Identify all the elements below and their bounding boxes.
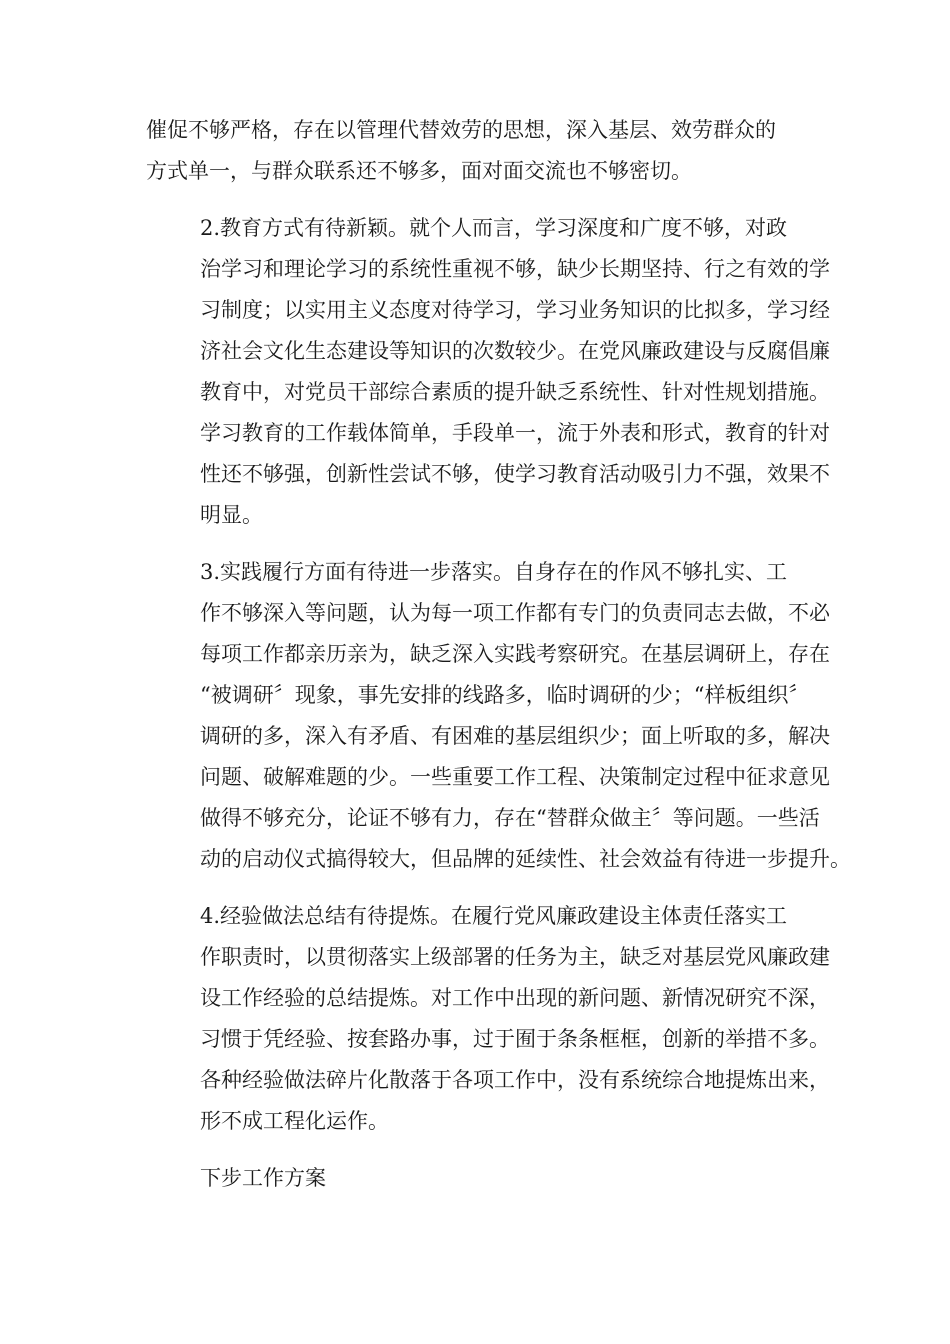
document-body [146, 110, 851, 1215]
text-line: 习惯于凭经验、按套路办事，过于囿于条条框框，创新的举措不多。 [200, 1027, 830, 1051]
text-line: 治学习和理论学习的系统性重视不够，缺少长期坚持、行之有效的学 [200, 257, 830, 281]
text-line: 作职责时，以贯彻落实上级部署的任务为主，缺乏对基层党风廉政建 [200, 945, 830, 969]
text-line: 问题、破解难题的少。一些重要工作工程、决策制定过程中征求意见 [200, 765, 830, 789]
text-line: 做得不够充分，论证不够有力，存在“替群众做主〞等问题。一些活 [200, 806, 820, 830]
text-line: 各种经验做法碎片化散落于各项工作中，没有系统综合地提炼出来， [200, 1068, 830, 1092]
text-line: 3.实践履行方面有待进一步落实。自身存在的作风不够扎实、工 [200, 560, 788, 584]
text-line: 性还不够强，创新性尝试不够，使学习教育活动吸引力不强，效果不 [200, 462, 830, 486]
text-line: 4.经验做法总结有待提炼。在履行党风廉政建设主体责任落实工 [200, 904, 788, 928]
text-line: 教育中，对党员干部综合素质的提升缺乏系统性、针对性规划措施。 [200, 380, 830, 404]
paragraph-practice [146, 552, 851, 880]
text-line: 2.教育方式有待新颖。就个人而言，学习深度和广度不够，对政 [200, 216, 788, 240]
text-line: 设工作经验的总结提炼。对工作中出现的新问题、新情况研究不深， [200, 986, 830, 1010]
text-line: 动的启动仪式搞得较大，但品牌的延续性、社会效益有待进一步提升。 [200, 847, 851, 871]
paragraph-education-method [146, 208, 830, 536]
paragraph-experience [146, 896, 830, 1142]
text-line: 作不够深入等问题，认为每一项工作都有专门的负责同志去做，不必 [200, 601, 830, 625]
text-line: “被调研〞现象，事先安排的线路多，临时调研的少；“样板组织〞 [200, 683, 810, 707]
section-heading: 下步工作方案 [200, 1166, 326, 1190]
paragraph-continuation [146, 110, 810, 192]
text-line: 每项工作都亲历亲为，缺乏深入实践考察研究。在基层调研上，存在 [200, 642, 830, 666]
text-line: 调研的多，深入有矛盾、有困难的基层组织少；面上听取的多，解决 [200, 724, 830, 748]
text-line: 形不成工程化运作。 [200, 1109, 389, 1133]
text-line: 催促不够严格，存在以管理代替效劳的思想，深入基层、效劳群众的 [146, 118, 776, 142]
text-line: 习制度；以实用主义态度对待学习，学习业务知识的比拟多，学习经 [200, 298, 830, 322]
text-line: 明显。 [200, 503, 263, 527]
text-line: 方式单一，与群众联系还不够多，面对面交流也不够密切。 [146, 159, 692, 183]
text-line: 济社会文化生态建设等知识的次数较少。在党风廉政建设与反腐倡廉 [200, 339, 830, 363]
text-line: 学习教育的工作载体简单，手段单一，流于外表和形式，教育的针对 [200, 421, 830, 445]
